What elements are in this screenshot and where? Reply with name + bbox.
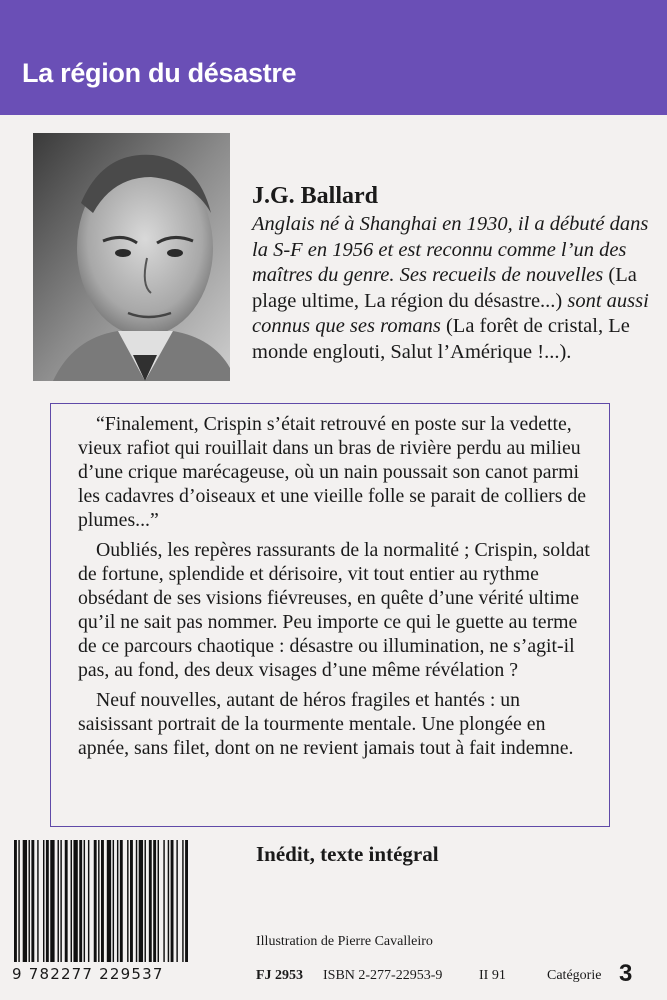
barcode-bar: [23, 840, 27, 962]
isbn: ISBN 2-277-22953-9: [323, 968, 443, 983]
publication-info: [256, 960, 656, 992]
barcode-bar: [50, 840, 54, 962]
author-bio: [252, 212, 652, 365]
author-bio-segment: Anglais né à Shanghai en 1930, il a débuté dans la S-F en 1956 et est reconnu comme l’un des maîtres du genre. Ses recueils de nouvelles: [252, 213, 649, 286]
barcode-bar: [168, 840, 169, 962]
barcode-bar: [120, 840, 123, 962]
barcode-bar: [158, 840, 159, 962]
edition-date: II 91: [479, 968, 506, 983]
catalog-code: FJ 2953: [256, 968, 304, 983]
barcode-bar: [18, 840, 19, 962]
category-label: Catégorie: [547, 968, 602, 983]
barcode-bar: [43, 840, 44, 962]
author-bio-segment: (La plage ultime, La région du désastre...): [252, 264, 637, 312]
barcode-bar: [136, 840, 137, 962]
barcode-bar: [182, 840, 183, 962]
barcode-bar: [130, 840, 133, 962]
barcode-bar: [117, 840, 118, 962]
barcode-bar: [79, 840, 82, 962]
edition-note: Inédit, texte intégral: [256, 842, 439, 866]
barcode-bar: [163, 840, 164, 962]
barcode-bar: [98, 840, 99, 962]
barcode-bar: [60, 840, 61, 962]
barcode-bar: [46, 840, 49, 962]
barcode-number: 9 782277 229537: [12, 965, 164, 983]
barcode-bar: [37, 840, 38, 962]
barcode-bar: [139, 840, 143, 962]
category-number: 3: [619, 960, 633, 987]
barcode-bar: [113, 840, 114, 962]
barcode-bar: [71, 840, 72, 962]
barcode-bar: [31, 840, 34, 962]
illustration-credit: Illustration de Pierre Cavalleiro: [256, 934, 433, 949]
barcode-bar: [153, 840, 156, 962]
barcode-bar: [58, 840, 59, 962]
barcode-bar: [94, 840, 97, 962]
barcode-bar: [14, 840, 17, 962]
barcode-bar: [185, 840, 188, 962]
barcode-bar: [101, 840, 104, 962]
author-photo: [33, 133, 230, 381]
book-title: La région du désastre: [22, 58, 297, 88]
barcode-bar: [84, 840, 85, 962]
barcode-bar: [73, 840, 77, 962]
barcode-bar: [145, 840, 146, 962]
barcode-bar: [29, 840, 30, 962]
blurb-paragraph: Oubliés, les repères rassurants de la normalité ; Crispin, soldat de fortune, splendide et dérisoire, vit tout entier au rythme obsédant de ses visions fiévreuses, en quête d’une vérité ultime qu’il ne sait pas nommer. Peu importe ce qui le guette au terme de ce parcours chaotique : désastre ou illumination, ne s’agit-il pas, au fond, des deux visages d’une même révélation ?: [78, 539, 590, 681]
blurb-box: [50, 403, 610, 827]
barcode-bar: [176, 840, 177, 962]
blurb-paragraph: Neuf nouvelles, autant de héros fragiles et hantés : un saisissant portrait de la tourmente mentale. Une plongée en apnée, sans filet, dont on ne revient jamais tout à fait indemne.: [78, 689, 574, 759]
barcode-bar: [127, 840, 128, 962]
author-bio-segment: sont aussi connus que ses romans: [252, 289, 649, 337]
barcode: [12, 840, 240, 970]
barcode-bar: [107, 840, 111, 962]
barcode-bar: [149, 840, 152, 962]
barcode-bar: [65, 840, 68, 962]
barcode-bar: [171, 840, 174, 962]
barcode-bar: [88, 840, 89, 962]
blurb-paragraph: “Finalement, Crispin s’était retrouvé en poste sur la vedette, vieux rafiot qui rouillait dans un bras de rivière perdu au milieu d’une crique marécageuse, où un nain poussait son canot parmi les cadavres d’oiseaux et une vieille folle se parait de colliers de plumes...”: [78, 413, 587, 531]
author-bio-segment: (La forêt de cristal, Le monde englouti, Salut l’Amérique !...).: [252, 315, 630, 363]
author-name: J.G. Ballard: [252, 183, 379, 209]
